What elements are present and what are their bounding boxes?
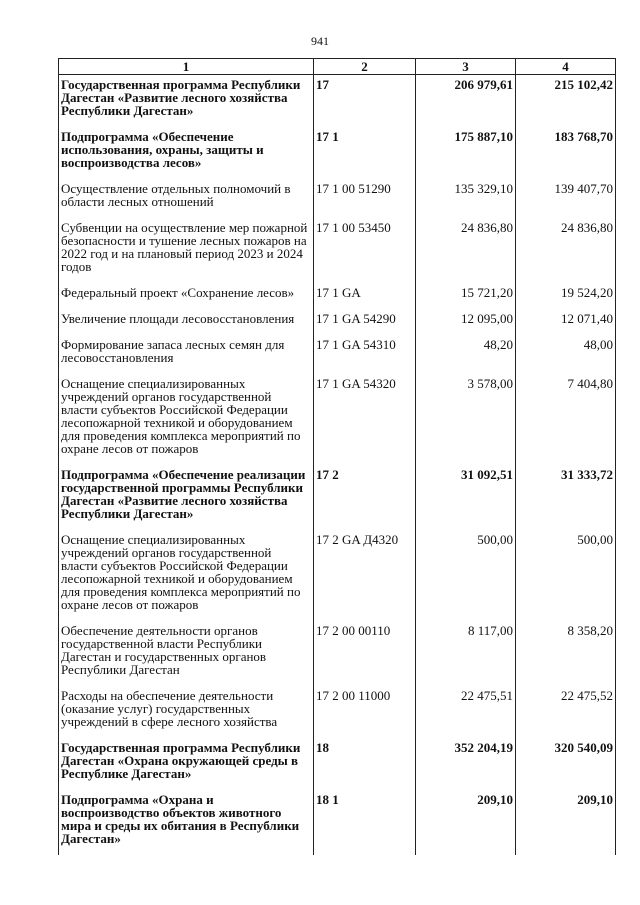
row-amount-1: 12 095,00 [416, 309, 516, 335]
table-row [59, 75, 616, 128]
table-row [59, 127, 616, 179]
row-amount-2: 22 475,52 [516, 686, 616, 738]
row-code: 17 2 00 11000 [314, 686, 416, 738]
row-amount-2: 183 768,70 [516, 127, 616, 179]
row-name: Подпрограмма «Охрана и воспроизводство объектов животного мира и среды их обитания в Республики Дагестан» [59, 790, 314, 855]
row-amount-2: 139 407,70 [516, 179, 616, 218]
table-row [59, 218, 616, 283]
row-name: Федеральный проект «Сохранение лесов» [59, 283, 314, 309]
row-code: 17 2 00 00110 [314, 621, 416, 686]
row-amount-1: 8 117,00 [416, 621, 516, 686]
budget-table [58, 58, 616, 855]
row-name: Субвенции на осуществление мер пожарной безопасности и тушение лесных пожаров на 2022 год и на плановый период 2023 и 2024 годов [59, 218, 314, 283]
row-name: Оснащение специализированных учреждений органов государственной власти субъектов Российской Федерации лесопожарной техникой и оборудованием для проведения комплекса мероприятий по охране лесов от пожаров [59, 530, 314, 621]
row-name: Обеспечение деятельности органов государственной власти Республики Дагестан и государственных органов Республики Дагестан [59, 621, 314, 686]
row-name: Подпрограмма «Обеспечение реализации государственной программы Республики Дагестан «Развитие лесного хозяйства Республики Дагестан» [59, 465, 314, 530]
row-code: 17 [314, 75, 416, 128]
table-row [59, 283, 616, 309]
table-row [59, 465, 616, 530]
row-code: 17 1 00 53450 [314, 218, 416, 283]
row-name: Оснащение специализированных учреждений органов государственной власти субъектов Российской Федерации лесопожарной техникой и оборудованием для проведения комплекса мероприятий по охране лесов от пожаров [59, 374, 314, 465]
row-amount-2: 24 836,80 [516, 218, 616, 283]
row-amount-2: 19 524,20 [516, 283, 616, 309]
row-amount-2: 209,10 [516, 790, 616, 855]
row-code: 17 1 [314, 127, 416, 179]
table-row [59, 335, 616, 374]
row-amount-2: 8 358,20 [516, 621, 616, 686]
row-amount-2: 500,00 [516, 530, 616, 621]
row-code: 17 2 [314, 465, 416, 530]
table-row [59, 621, 616, 686]
row-amount-2: 7 404,80 [516, 374, 616, 465]
table-header-row [59, 59, 616, 75]
row-amount-1: 135 329,10 [416, 179, 516, 218]
row-name: Формирование запаса лесных семян для лесовосстановления [59, 335, 314, 374]
row-amount-1: 15 721,20 [416, 283, 516, 309]
row-amount-1: 206 979,61 [416, 75, 516, 128]
column-header-sum-1: 3 [416, 59, 516, 75]
table-row [59, 374, 616, 465]
row-amount-2: 12 071,40 [516, 309, 616, 335]
row-code: 17 1 GA [314, 283, 416, 309]
row-amount-2: 48,00 [516, 335, 616, 374]
row-name: Государственная программа Республики Дагестан «Развитие лесного хозяйства Республики Дагестан» [59, 75, 314, 128]
table-row [59, 179, 616, 218]
row-amount-2: 320 540,09 [516, 738, 616, 790]
row-code: 18 [314, 738, 416, 790]
column-header-name: 1 [59, 59, 314, 75]
row-amount-1: 31 092,51 [416, 465, 516, 530]
row-amount-1: 48,20 [416, 335, 516, 374]
table-row [59, 686, 616, 738]
table-row [59, 738, 616, 790]
row-name: Расходы на обеспечение деятельности (оказание услуг) государственных учреждений в сфере лесного хозяйства [59, 686, 314, 738]
row-amount-1: 500,00 [416, 530, 516, 621]
row-code: 17 1 GA 54290 [314, 309, 416, 335]
page-number: 941 [311, 34, 329, 48]
row-name: Увеличение площади лесовосстановления [59, 309, 314, 335]
row-amount-1: 24 836,80 [416, 218, 516, 283]
row-amount-1: 22 475,51 [416, 686, 516, 738]
column-header-code: 2 [314, 59, 416, 75]
row-amount-2: 215 102,42 [516, 75, 616, 128]
table-row [59, 790, 616, 855]
row-amount-1: 352 204,19 [416, 738, 516, 790]
row-code: 18 1 [314, 790, 416, 855]
column-header-sum-2: 4 [516, 59, 616, 75]
row-code: 17 1 GA 54320 [314, 374, 416, 465]
row-amount-1: 175 887,10 [416, 127, 516, 179]
row-code: 17 1 00 51290 [314, 179, 416, 218]
table-row [59, 530, 616, 621]
row-code: 17 1 GA 54310 [314, 335, 416, 374]
row-name: Осуществление отдельных полномочий в области лесных отношений [59, 179, 314, 218]
row-name: Подпрограмма «Обеспечение использования, охраны, защиты и воспроизводства лесов» [59, 127, 314, 179]
row-amount-2: 31 333,72 [516, 465, 616, 530]
row-code: 17 2 GA Д4320 [314, 530, 416, 621]
table-row [59, 309, 616, 335]
row-amount-1: 3 578,00 [416, 374, 516, 465]
row-name: Государственная программа Республики Дагестан «Охрана окружающей среды в Республике Дагестан» [59, 738, 314, 790]
row-amount-1: 209,10 [416, 790, 516, 855]
